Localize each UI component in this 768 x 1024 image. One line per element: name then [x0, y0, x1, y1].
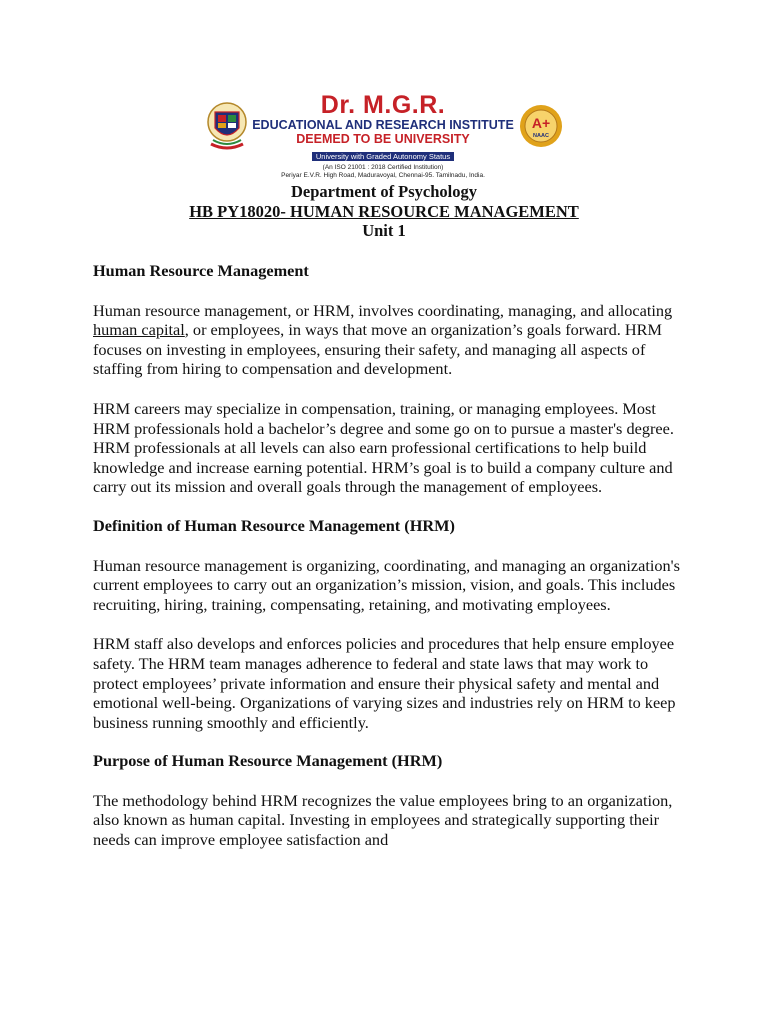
- paragraph-purpose: The methodology behind HRM recognizes the value employees bring to an organization, also known as human capital. Investing in employees and strategically supporting their needs can improve employee satisfaction and: [93, 790, 673, 850]
- section-heading-hrm: Human Resource Management: [93, 261, 309, 280]
- letterhead: [205, 92, 563, 178]
- naac-grade-text: A+: [531, 115, 551, 131]
- naac-grade-badge-icon: [519, 104, 563, 148]
- paragraph-hrm-intro: Human resource management, or HRM, involves coordinating, managing, and allocating human capital, or employees, in ways that move an organization’s goals forward. HRM focuses on investing in employees, ensuring their safety, and managing all aspects of staffing from hiring to compensation and development.: [93, 300, 673, 379]
- institute-crest-icon: [205, 98, 249, 154]
- course-title: HB PY18020- HUMAN RESOURCE MANAGEMENT: [189, 201, 579, 221]
- paragraph-hrm-staff: HRM staff also develops and enforces policies and procedures that help ensure employee safety. The HRM team manages adherence to federal and state laws that may work to protect employees’ private information and ensure their physical safety and mental and emotional well-being. Organizations of varying sizes and industries rely on HRM to keep business running smoothly and efficiently.: [93, 634, 676, 732]
- document-body: [93, 261, 683, 850]
- unit-title: Unit 1: [362, 221, 406, 240]
- document-header: [0, 182, 768, 241]
- paragraph-definition: Human resource management is organizing, coordinating, and managing an organization's current employees to carry out an organization’s mission, vision, and goals. This includes recruiting, hiring, training, compensating, retaining, and motivating employees.: [93, 555, 680, 614]
- institute-name: EDUCATIONAL AND RESEARCH INSTITUTE: [252, 118, 514, 132]
- department-title: Department of Psychology: [290, 182, 478, 201]
- section-heading-purpose: Purpose of Human Resource Management (HRM): [93, 751, 443, 771]
- paragraph-hrm-careers: HRM careers may specialize in compensation, training, or managing employees. Most HRM professionals hold a bachelor’s degree and some go on to pursue a master's degree. HRM professionals at all levels can also earn professional certifications to help build knowledge and increase earning potential. HRM’s goal is to build a company culture and carry out its mission and overall goals through the management of employees.: [93, 398, 674, 497]
- iso-certification: (An ISO 21001 : 2018 Certified Institution): [322, 164, 444, 171]
- institute-address: Periyar E.V.R. High Road, Maduravoyal, Chennai-95. Tamilnadu, India.: [281, 172, 485, 179]
- naac-label-text: NAAC: [533, 133, 549, 139]
- institute-name-title: Dr. M.G.R.: [320, 91, 446, 119]
- section-heading-definition: Definition of Human Resource Management (HRM): [93, 515, 455, 535]
- human-capital-link[interactable]: human capital: [93, 320, 185, 340]
- autonomy-status-banner: University with Graded Autonomy Status: [312, 152, 454, 161]
- university-status: DEEMED TO BE UNIVERSITY: [296, 132, 470, 146]
